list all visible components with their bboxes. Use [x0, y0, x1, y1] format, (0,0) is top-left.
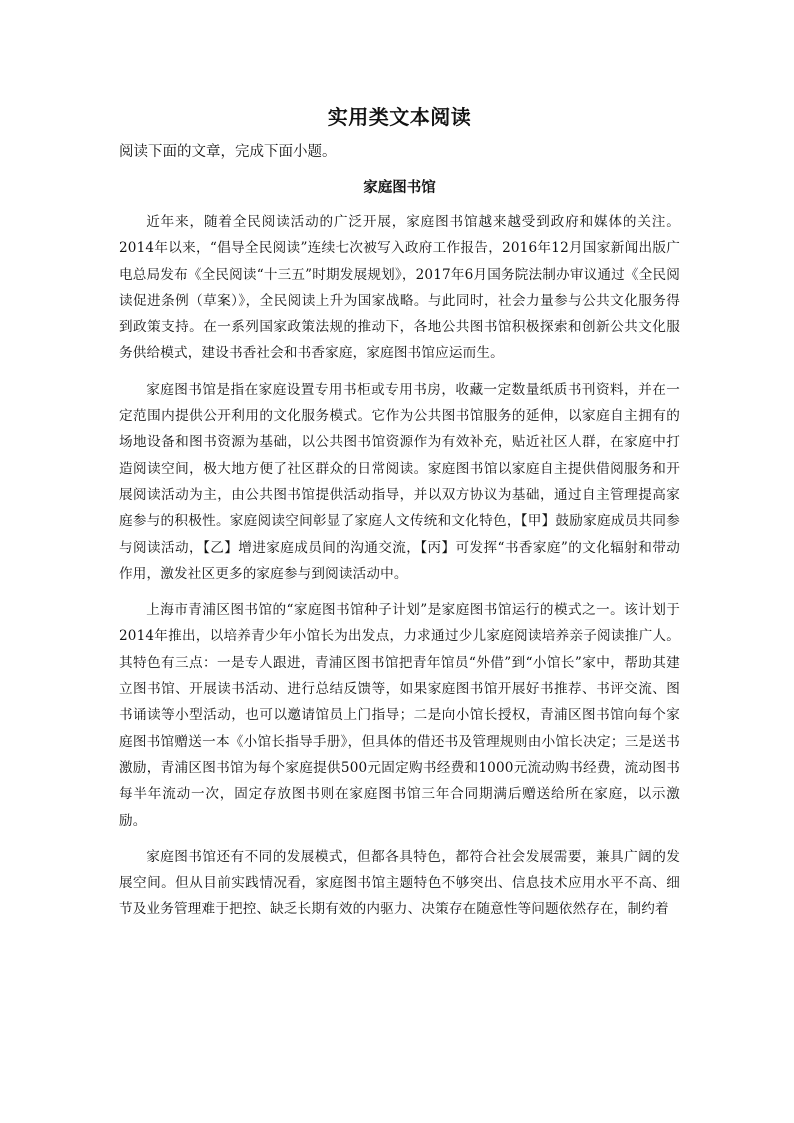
paragraph-2: 家庭图书馆是指在家庭设置专用书柜或专用书房，收藏一定数量纸质书刊资料，并在一定范围内提供公开利用的文化服务模式。它作为公共图书馆服务的延伸，以家庭自主拥有的场地设备和图书资源为基础，以公共图书馆资源作为有效补充，贴近社区人群，在家庭中打造阅读空间，极大地方便了社区群众的日常阅读。家庭图书馆以家庭自主提供借阅服务和开展阅读活动为主，由公共图书馆提供活动指导，并以双方协议为基础，通过自主管理提高家庭参与的积极性。家庭阅读空间彰显了家庭人文传统和文化特色，【甲】鼓励家庭成员共同参与阅读活动，【乙】增进家庭成员间的沟通交流，【丙】可发挥“书香家庭”的文化辐射和带动作用，激发社区更多的家庭参与到阅读活动中。	[119, 381, 680, 582]
paragraph-3: 上海市青浦区图书馆的“家庭图书馆种子计划”是家庭图书馆运行的模式之一。该计划于2014年推出，以培养青少年小馆长为出发点，力求通过少儿家庭阅读培养亲子阅读推广人。其特色有三点：一是专人跟进，青浦区图书馆把青年馆员“外借”到“小馆长”家中，帮助其建立图书馆、开展读书活动、进行总结反馈等，如果家庭图书馆开展好书推荐、书评交流、图书诵读等小型活动，也可以邀请馆员上门指导；二是向小馆长授权，青浦区图书馆向每个家庭图书馆赠送一本《小馆长指导手册》，但具体的借还书及管理规则由小馆长决定；三是送书激励，青浦区图书馆为每个家庭提供500元固定购书经费和1000元流动购书经费，流动图书每半年流动一次，固定存放图书则在家庭图书馆三年合同期满后赠送给所在家庭，以示激励。	[119, 602, 680, 829]
article-title: 家庭图书馆	[363, 179, 436, 196]
paragraph-1: 近年来，随着全民阅读活动的广泛开展，家庭图书馆越来越受到政府和媒体的关注。2014年以来，“倡导全民阅读”连续七次被写入政府工作报告，2016年12月国家新闻出版广电总局发布《全民阅读“十三五”时期发展规划》，2017年6月国务院法制办审议通过《全民阅读促进条例（草案）》，全民阅读上升为国家战略。与此同时，社会力量参与公共文化服务得到政策支持。在一系列国家政策法规的推动下，各地公共图书馆积极探索和创新公共文化服务供给模式，建设书香社会和书香家庭，家庭图书馆应运而生。	[119, 214, 680, 362]
reading-instruction: 阅读下面的文章，完成下面小题。	[119, 144, 337, 160]
paragraph-4: 家庭图书馆还有不同的发展模式，但都各具特色，都符合社会发展需要，兼具广阔的发展空间。但从目前实践情况看，家庭图书馆主题特色不够突出、信息技术应用水平不高、细节及业务管理难于把控、缺乏长期有效的内驱力、决策存在随意性等问题依然存在，制约着	[119, 848, 680, 918]
section-title: 实用类文本阅读	[327, 105, 472, 129]
